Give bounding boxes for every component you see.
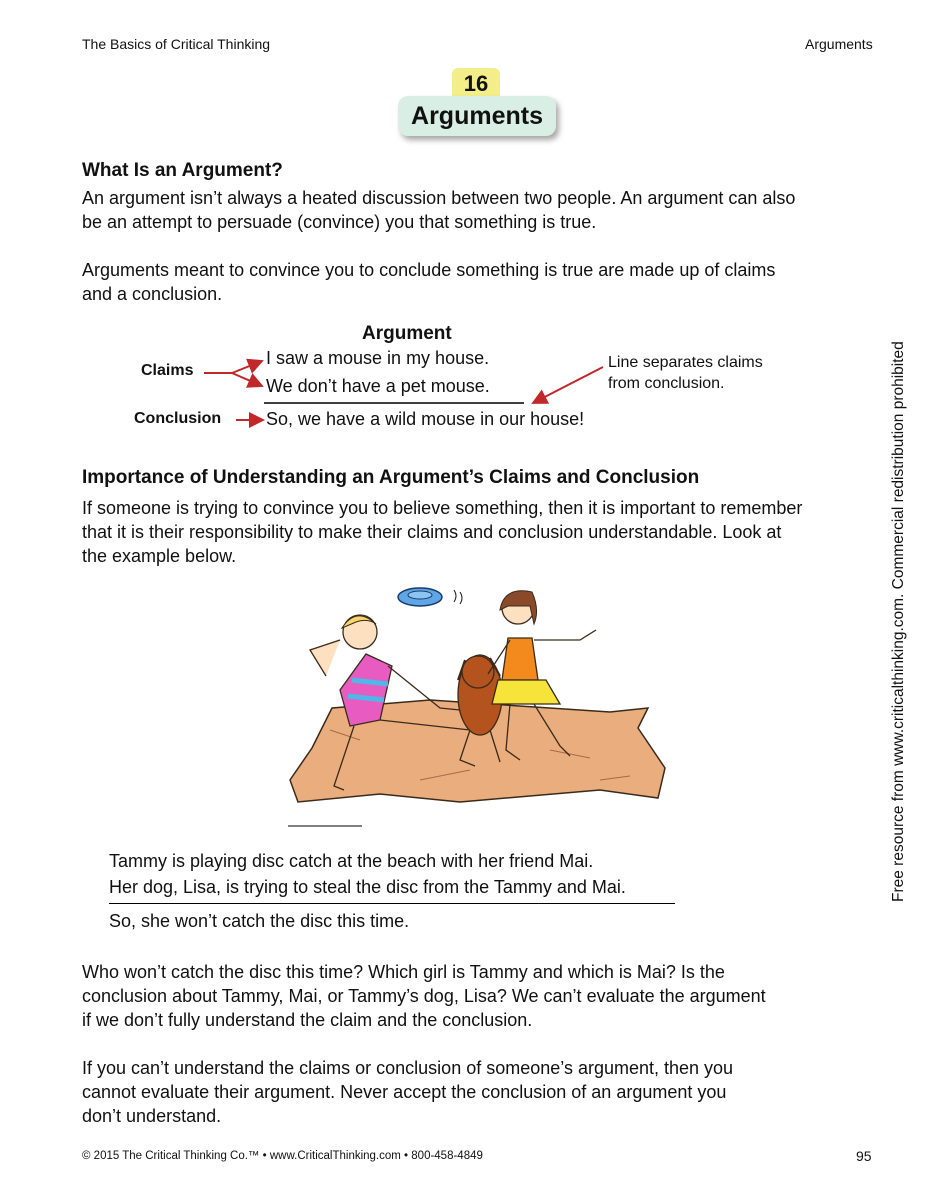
paragraph-importance bbox=[82, 496, 882, 568]
lesson-title: Arguments bbox=[398, 96, 556, 136]
paragraph-line: if we don’t fully understand the claim and the conclusion. bbox=[82, 1010, 533, 1030]
lesson-number: 16 bbox=[452, 68, 500, 100]
claims-arrow-1 bbox=[232, 361, 262, 373]
claims-label: Claims bbox=[141, 362, 194, 379]
paragraph-line: If someone is trying to convince you to believe something, then it is important to remember bbox=[82, 498, 803, 518]
paragraph-line: conclusion about Tammy, Mai, or Tammy’s dog, Lisa? We can’t evaluate the argument bbox=[82, 986, 766, 1006]
beach-illustration bbox=[270, 580, 690, 830]
diagram-conclusion: So, we have a wild mouse in our house! bbox=[266, 409, 585, 429]
example-claim-2: Her dog, Lisa, is trying to steal the disc from the Tammy and Mai. bbox=[109, 877, 626, 897]
paragraph-line: the example below. bbox=[82, 546, 237, 566]
paragraph-line: Arguments meant to convince you to conclude something is true are made up of claims bbox=[82, 260, 776, 280]
paragraph-line: that it is their responsibility to make their claims and conclusion understandable. Look at bbox=[82, 522, 782, 542]
running-header-left: The Basics of Critical Thinking bbox=[82, 36, 271, 52]
claims-arrow-2 bbox=[232, 373, 262, 386]
section-heading-importance: Importance of Understanding an Argument’s Claims and Conclusion bbox=[82, 467, 700, 488]
separator-note-arrow bbox=[533, 367, 603, 403]
paragraph-line: Who won’t catch the disc this time? Which girl is Tammy and which is Mai? Is the bbox=[82, 962, 725, 982]
note-line: Line separates claims bbox=[608, 354, 763, 371]
diagram-title: Argument bbox=[362, 323, 452, 344]
section-heading-what-is-argument: What Is an Argument? bbox=[82, 160, 283, 181]
paragraph-line: An argument isn’t always a heated discussion between two people. An argument can also bbox=[82, 188, 796, 208]
example-conclusion: So, she won’t catch the disc this time. bbox=[109, 911, 410, 931]
paragraph-line: and a conclusion. bbox=[82, 284, 223, 304]
example-separator-line bbox=[109, 903, 675, 904]
diagram-arrows bbox=[0, 0, 927, 460]
footer-copyright: © 2015 The Critical Thinking Co.™ • www.CriticalThinking.com • 800-458-4849 bbox=[82, 1150, 483, 1162]
paragraph-line: cannot evaluate their argument. Never accept the conclusion of an argument you bbox=[82, 1082, 727, 1102]
running-header-right: Arguments bbox=[805, 36, 873, 52]
example-claim-1: Tammy is playing disc catch at the beach with her friend Mai. bbox=[109, 851, 594, 871]
side-note-redistribution: Free resource from www.criticalthinking.com. Commercial redistribution prohibited bbox=[890, 341, 907, 902]
diagram-claim-2: We don’t have a pet mouse. bbox=[266, 376, 490, 396]
conclusion-label: Conclusion bbox=[134, 410, 222, 427]
note-line: from conclusion. bbox=[608, 375, 725, 392]
diagram-claim-1: I saw a mouse in my house. bbox=[266, 348, 490, 368]
paragraph-questions bbox=[82, 960, 882, 1032]
page-number: 95 bbox=[856, 1148, 872, 1164]
paragraph-evaluate bbox=[82, 1056, 882, 1128]
paragraph-line: be an attempt to persuade (convince) you that something is true. bbox=[82, 212, 597, 232]
paragraph-line: If you can’t understand the claims or conclusion of someone’s argument, then you bbox=[82, 1058, 734, 1078]
paragraph-line: don’t understand. bbox=[82, 1106, 222, 1126]
